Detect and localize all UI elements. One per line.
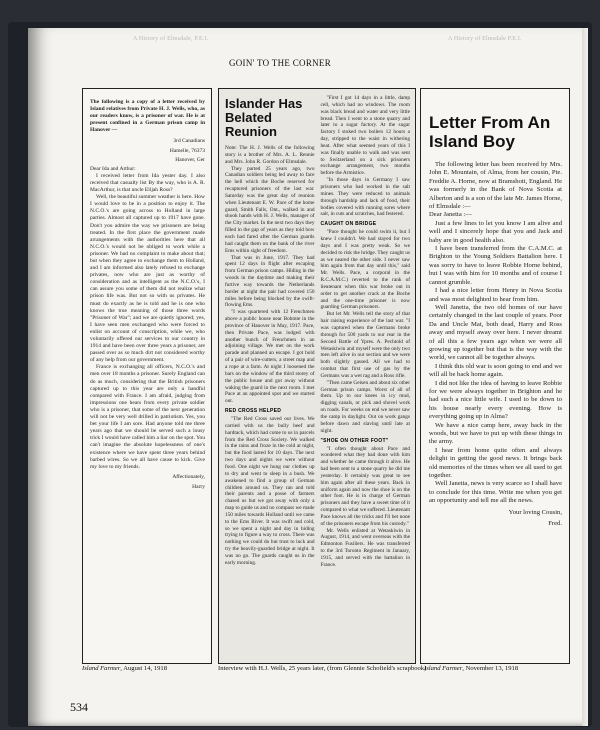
article-paragraph: "I was quartered with 12 Frenchmen above a public house near Bohmte in the province of Hanover in May, 1917. Pace, then Private Pace, was lodged with another bunch of Frenchmen in an adjoining village. We met on the work parade and planned an escape. I got hold of a pair of wire-cutters, a street map and a rope at a farm. At night I loosened the bars on the window of the third storey of the public house and got away without waking the guard in the next room. I met Pace at an appointed spot and we started out.: [225, 309, 315, 405]
clipping-prisoner-letter: [82, 88, 212, 664]
letter-paragraph: I think this old war is soon going to end and we will all be back home again.: [429, 362, 562, 379]
page-number: 534: [70, 700, 88, 714]
caption-date: , August 14, 1918: [120, 665, 167, 672]
letter-paragraph: Well Janetta, news is very scarce so I shall have to conclude for this time. Write me when you get an opportunity and tell me all the news.: [429, 480, 562, 505]
article-note: Note: The H. J. Wells of the following story is a brother of Mrs. A. L. Rennie and Mrs. John R. Gordon of Elmsdale.: [225, 145, 315, 165]
article-paragraph: Mr. Wells enlisted at Wetaskiwin in August, 1914, and went overseas with the Edmonton Fusiliers. He was transferred to the 3rd Toronto Regiment in January, 1915, and served with the battalion in France.: [320, 527, 410, 568]
letter-signature: Harry: [192, 483, 205, 490]
address-line: 3rd Canadians: [173, 138, 205, 145]
article-subhead: RED CROSS HELPED: [225, 408, 282, 415]
letter-paragraph: Well, the beautiful summer weather is here. How I would love to be in a position to enjoy it. The N.C.O.'s are going across to Holland in large parties. Almost all captured up to 1917 have gone. Don't you admire the way we prisoners are being treated. In the first place the government made arrangements with the authorities here that all N.C.O.'s would not be obliged to work while a prisoner. We had no complaint to make about that; but when they agree to exchange them to Holland, and I am informed also lately refused to exchange privates, now who are just as worthy of consideration and as intelligent as the N.C.O.'s, I can assure you some of them did not realize what prison life was. But not so with us privates. He must do exactly as he is told and he is one who knows the true meaning of those three words "Prisoner of War"; and we are quietly ignored; yes, I have seen men exchanged who were forced to enlist on account of conscription, while we, who voluntarily offered our services to our country in 1914 and have been over three years a prisoner, are passed over as so much dirt not considered worthy of any help from our government.: [90, 194, 205, 364]
letter-paragraph: I had a nice letter from Henry in Nova Scotia and was most delighted to hear from him.: [429, 287, 562, 303]
address-line: Hamelle, 76373: [169, 147, 205, 154]
article-paragraph: "I often thought about Pace and wondered what they had done with him and whether he came through it alive. He had been sent to a stone quarry he did me yesterday. It certainly was great to see him again after all these years. Back in uniform again and now the shoe is on the other foot. He is in charge of German prisoners and they have a sweet time of it compared to what we suffered. Lieutenant Pace knows all the tricks and I'll bet none of the prisoners escape from his custody.": [320, 445, 410, 527]
article-paragraph: "The Red Cross saved our lives. We carried with us the bully beef and hardtack, which had come to us in parcels from the Red Cross Society. We walked in the rains and froze in the cold at night, but the food lasted for 10 days. The next two days and nights we were without food. One night we hung our clothes up to dry and went to sleep in a bush. We awakened to find a group of German children around us. They ran and told their parents and a posse of farmers chased us but we got away with only a map to guide us and no compass we made 150 miles towards Holland until we came to the Ems River. It was swift and cold, so we spent a night and day in hiding trying to figure a way to cross. There was nothing we could do but trust to luck and try the heavily-guarded bridge at night. It was no go. The guards caught us in the early morning.: [225, 416, 315, 566]
letter-paragraph: I received letter from Ida yester day. I also received that casualty list By the way, who is A. R. MacArthur, is that uncle Elijah Ross?: [90, 172, 205, 194]
clipping-island-boy-letter: [420, 88, 570, 664]
letter-paragraph: I did not like the idea of having to leave Robbie for we were always together in Brighton and he had such a nice little wife. I used to be down to his house nearly every evening. How is everything going up in Alma?: [429, 379, 562, 421]
article-paragraph: "Then came Geisen and about six other German prison camps. Worst of all of them. Up to our knees in icy mud, digging canals, or pick and shovel work on roads. For weeks on end we never saw the camp in daylight. Out on work gangs before dawn and slaving until late at night.: [320, 379, 410, 434]
article-headline: Islander Has Belated Reunion: [225, 96, 303, 139]
letter-paragraph: Well Janetta, the two old homes of our have certainly changed in the last couple of years. Poor Da and Uncle Mat, both dead, Harry and Ross away and myself away over here. I never dreamt of all this a few years ago when we were all growing up together but that is the way with the world, we cannot all be together always.: [429, 303, 562, 362]
letter-closing: Your loving Cousin,: [508, 508, 562, 516]
article-paragraph: "In those days in Germany I saw prisoners who had worked in the salt mines. They were reduced to animals through hardship and lack of food, their bodies covered with running sores where salt, in cuts and scratches, had festered.: [320, 177, 410, 218]
article-paragraph: "Pace thought he could swim it, but I knew I couldn't. We had stayed for two days and I was pretty weak. So we decided to risk the bridge. They caught us as we neared the other side. I never saw him again from that day until this," said Mr. Wells. Pace, a corporal in the R.C.A.M.C.) reverted to the rank of lieutenant when this war broke out in order to get another crack at the Boche and the one-time prisoner is now guarding German prisoners.: [320, 229, 410, 311]
letter-greeting: Dear Ida and Arthur:: [90, 165, 136, 172]
caption-left: [82, 665, 167, 672]
page-fore-edge: [582, 28, 588, 726]
letter-paragraph: I hear from home quite often and always delight in getting the good news. It brings back old memories of the times when we all used to get together.: [429, 446, 562, 480]
letter-signature: Fred.: [548, 520, 562, 528]
article-subhead: "SHOE ON OTHER FOOT": [320, 437, 389, 444]
article-column-2: [321, 95, 411, 569]
running-head: GOIN' TO THE CORNER: [228, 58, 332, 68]
bleed-through-header-left: A History of Elmsdale, P.E.I.: [133, 36, 209, 42]
caption-source: Island Farmer: [424, 665, 463, 672]
clipping-belated-reunion: [218, 88, 416, 664]
article-subhead: CAUGHT ON BRIDGE: [320, 221, 377, 228]
letter-closing: Affectionately,: [172, 473, 205, 480]
caption-source: Island Farmer: [82, 665, 121, 672]
clipping-intro: The following letter has been received by Mrs. John E. Mountain, of Alma, from her cousin, Pte. Freddie A. Horne, now at Bramshott, England. He was formerly in the Bank of Nova Scotia at Alberton and is a son of the late Mr. James Horne, of Elmsdale :—: [429, 161, 562, 211]
caption-right: [424, 665, 518, 672]
article-paragraph: But let Mr. Wells tell the story of that hair raising experience of the last war. "I was captured when the Germans broke through for 500 yards to our rear in the Second Battle of Ypres. A. Pechtold of Wetaskiwin and myself were the only two men left alive in our section and we were both slightly gassed. All we had to combat that first use of gas by the Germans was a wet rag and a Ross rifle.: [320, 311, 410, 379]
clipping-intro: The following is a copy of a letter received by Island relatives from Private H. J. Wells, who, as our readers know, is a prisoner of war. He is at present confined in a German prison camp in Hanover —: [90, 99, 205, 134]
article-paragraph: "First I got 14 days in a little, damp cell, which had no windows. The room was black bread and water and very little bread. Then I went to a stone quarry and later to a sugar factory. At the sugar factory I stoked two boilers 12 hours a day, stripped to the waist in withering heat. After what seemed years of this I was finally unable to walk and was sent to Switzerland on a sick prisoners exchange arrangement, two months before the Armistice.: [320, 95, 410, 177]
article-headline: Letter From An Island Boy: [429, 113, 551, 151]
article-column-1: [225, 95, 315, 569]
caption-middle: Interview with H.J. Wells, 25 years later, (from Glennie Schofield's scrapbook): [218, 665, 427, 672]
caption-date: , November 13, 1918: [462, 665, 519, 672]
bleed-through-header-right: A History of Elmsdale P.E.I.: [448, 36, 522, 42]
address-line: Hanover, Ger: [175, 156, 205, 163]
article-paragraph: That was in June, 1917. They had spent 12 days in flight after escaping from German prison camps. Hiding in the woods in the daytime and making their furtive way towards the Netherlands border at night the pair had covered 150 miles before being blocked by the swift-flowing Ems.: [225, 254, 315, 309]
letter-paragraph: I have been transferred from the C.A.M.C. at Brighton to the Young Soldiers Battalion here. I was sorry to have to leave Robbie Horne behind, but I was with him for 10 months and of course I cannot grumble.: [429, 245, 562, 286]
letter-paragraph: France is exchanging all officers, N.C.O.'s and men over 18 months a prisoner. Surely England can do as much, considering that the British prisoners captured up to this year are only a handful compared with France. I am afraid, judging from impressions one hears from every private soldier who is a prisoner, that some of the next generation will not be very well drilled in patriotism. Yes, you bet your life I am sore. Had anyone told me three years ago that we should be served such a lousy trick I would have called him a liar on the spot. You can't imagine the absolute hopelessness of one's existence where we have spent three years behind barbed wires. So we all have cause to kick. Give my love to my friends.: [90, 364, 205, 470]
letter-paragraph: We have a nice camp here, away back in the woods, but we have to put up with these things in the army.: [429, 421, 562, 446]
letter-paragraph: Just a few lines to let you know I am alive and well and I sincerely hope that you and Jack and baby are in good health also.: [429, 219, 562, 244]
article-paragraph: They parted 25 years ago, two Canadian soldiers being led away to face the hell which the Boche reserved for recaptured prisoners of the last war. Saturday was the great day of reunion when Lieutenant E. W. Pace of the home guard, Smith Falls, Ont., walked in and shook hands with H. J. Wells, manager of the City market. In the next two days they filled in the gap of years as they told how each had fared after the German guards had caught them on the bank of the river Ems within sight of freedom.: [225, 165, 315, 254]
letter-greeting: Dear Janetta :—: [429, 211, 472, 219]
